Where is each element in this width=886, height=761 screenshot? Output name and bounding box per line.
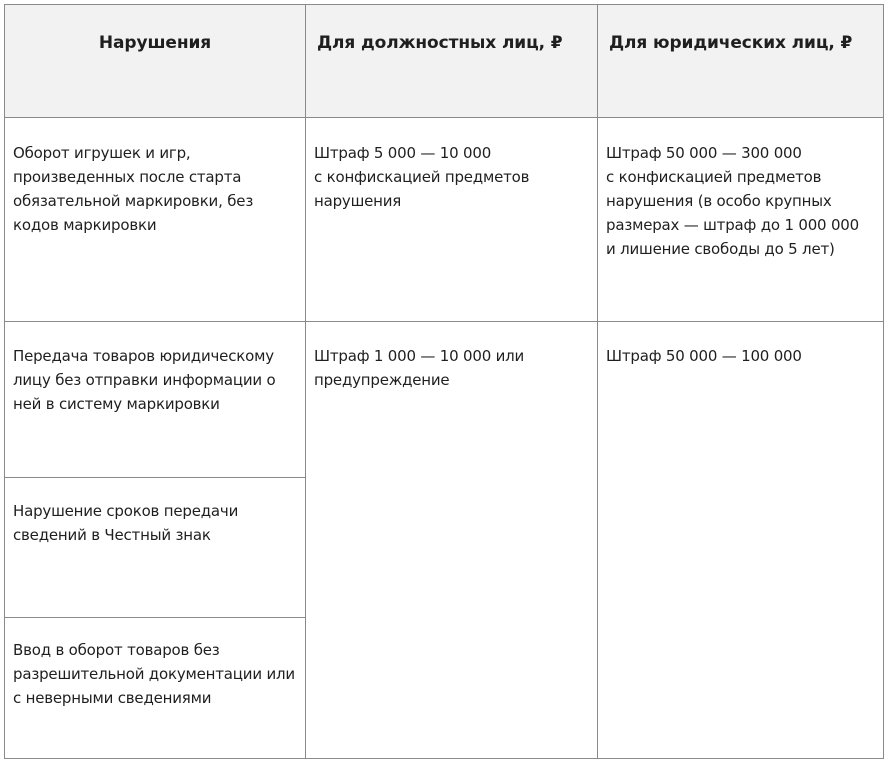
header-violations-label: Нарушения (98, 33, 212, 53)
officials-fine-text: Штраф 1 000 — 10 000 или предупреждение (314, 347, 525, 389)
officials-cell (306, 118, 598, 322)
legal-entities-cell (598, 118, 884, 322)
legal-entities-fine-text: Штраф 50 000 — 100 000 (606, 347, 802, 365)
violation-cell (5, 618, 306, 759)
table-header-row (5, 5, 884, 118)
legal-entities-cell (598, 322, 884, 759)
violation-cell (5, 322, 306, 478)
officials-cell (306, 322, 598, 759)
table-row (5, 118, 884, 322)
officials-fine-text: Штраф 5 000 — 10 000 с конфискацией предметов нарушения (314, 144, 530, 210)
header-violations (5, 5, 306, 118)
table-row (5, 322, 884, 478)
violation-cell (5, 478, 306, 618)
legal-entities-fine-text: Штраф 50 000 — 300 000 с конфискацией предметов нарушения (в особо крупных размерах — штраф до 1 000 000 и лишение свободы до 5 лет) (606, 144, 859, 258)
violation-cell (5, 118, 306, 322)
violation-text: Ввод в оборот товаров без разрешительной документации или с неверными сведениями (13, 641, 295, 707)
header-officials (306, 5, 598, 118)
violation-text: Нарушение сроков передачи сведений в Честный знак (13, 502, 239, 544)
violation-text: Передача товаров юридическому лицу без отправки информации о ней в систему маркировки (13, 347, 276, 413)
fines-table (4, 4, 884, 759)
header-legal-entities-label: Для юридических лиц, ₽ (609, 33, 853, 53)
header-legal-entities (598, 5, 884, 118)
violation-text: Оборот игрушек и игр, произведенных после старта обязательной маркировки, без кодов маркировки (13, 144, 254, 234)
header-officials-label: Для должностных лиц, ₽ (317, 33, 563, 53)
